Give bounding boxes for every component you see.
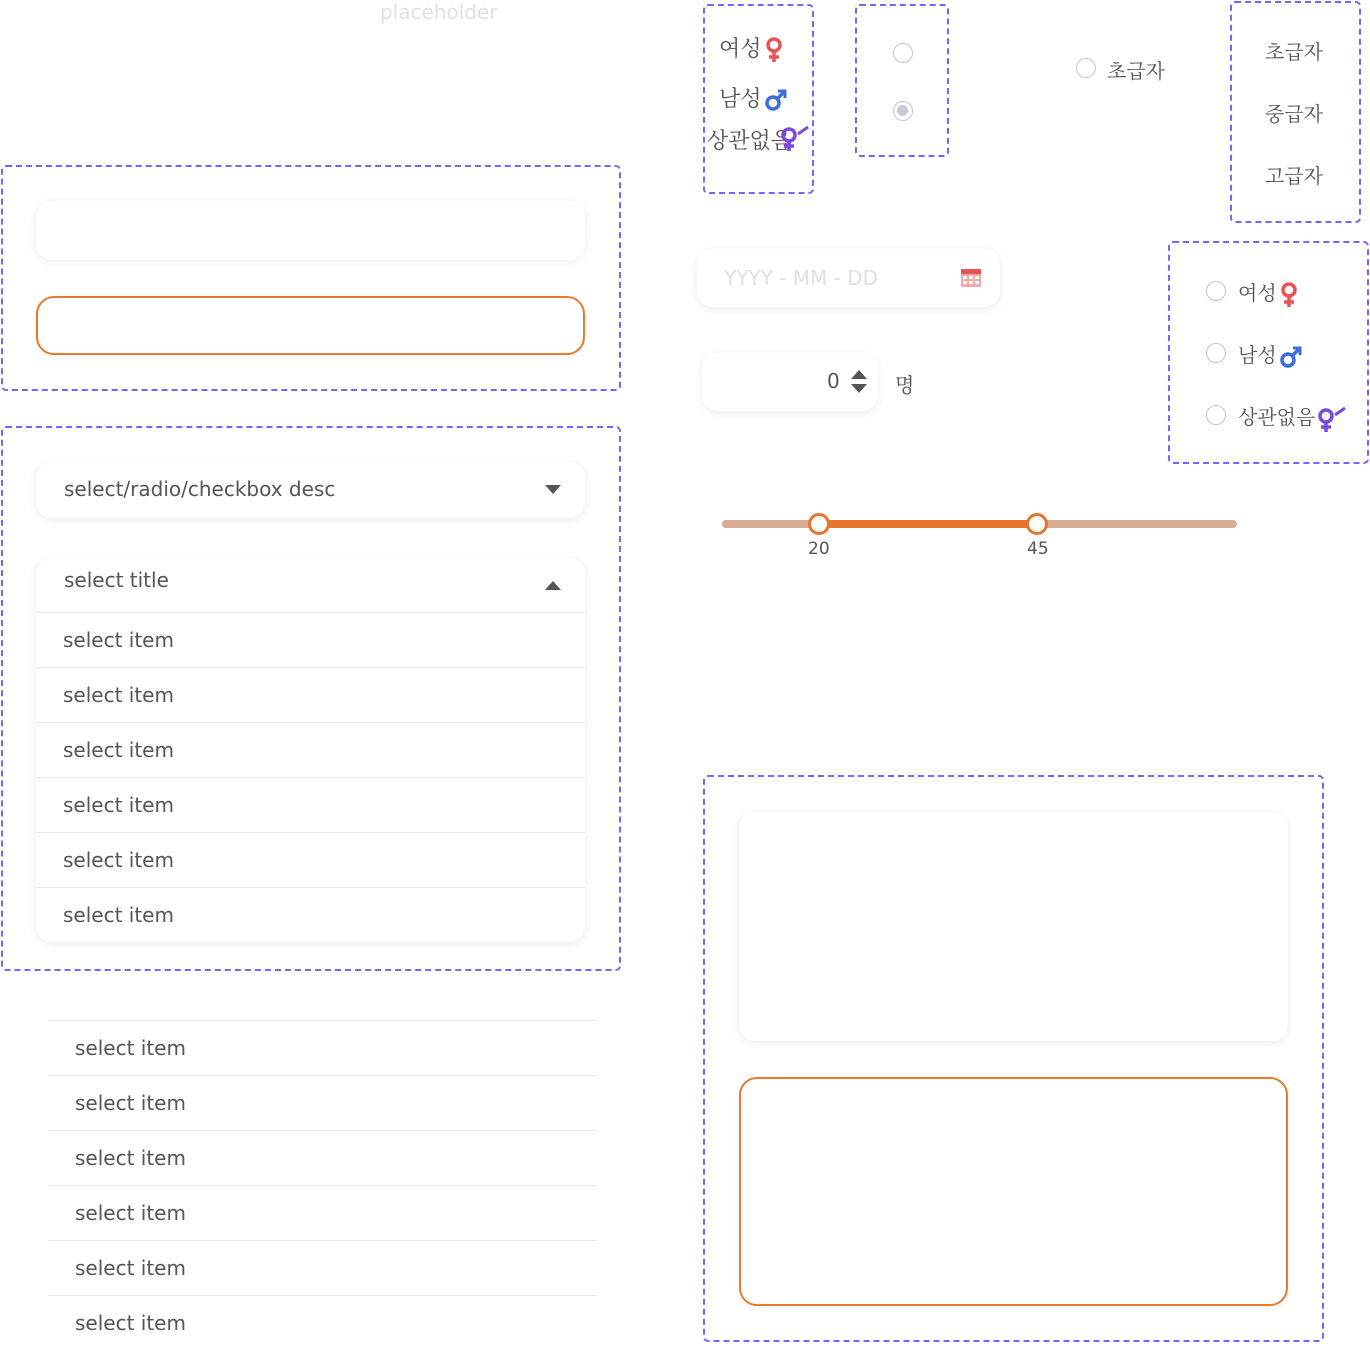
range-max-handle[interactable]: [1026, 513, 1048, 535]
people-stepper[interactable]: [702, 353, 878, 411]
level-beginner[interactable]: 초급자: [1265, 40, 1323, 64]
range-min-value: 20: [808, 539, 830, 559]
range-fill: [819, 520, 1037, 528]
select-closed[interactable]: [36, 462, 585, 518]
level-radio[interactable]: [1076, 58, 1096, 78]
list-item[interactable]: select item: [48, 1020, 596, 1075]
level-intermediate[interactable]: 중급자: [1265, 102, 1323, 126]
gender-radio-male-label: 남성: [1238, 339, 1303, 369]
female-icon: [1279, 282, 1299, 308]
chevron-up-icon[interactable]: [545, 581, 561, 591]
any-gender-icon: [1317, 405, 1349, 433]
radio-states-frame: [855, 4, 949, 157]
textarea[interactable]: [739, 812, 1288, 1041]
select-option[interactable]: select item: [36, 887, 585, 942]
list-item[interactable]: select item: [48, 1185, 596, 1240]
chevron-down-icon: [545, 485, 561, 495]
gender-radio-any-label: 상관없음: [1238, 401, 1349, 433]
stepper-value: 0: [827, 369, 840, 393]
list-item[interactable]: select item: [48, 1240, 596, 1295]
gender-male-label[interactable]: 남성: [719, 82, 788, 113]
list-item[interactable]: select item: [48, 1295, 596, 1350]
select-open[interactable]: [36, 558, 585, 942]
range-max-value: 45: [1027, 539, 1049, 559]
text-input[interactable]: [36, 201, 585, 260]
placeholder-text: placeholder: [380, 0, 498, 24]
gender-radio-female-label: 여성: [1238, 277, 1299, 308]
gender-any-label[interactable]: 상관없음: [707, 129, 793, 154]
select-option[interactable]: select item: [36, 777, 585, 832]
select-option[interactable]: select item: [36, 667, 585, 722]
calendar-icon[interactable]: [961, 269, 981, 287]
text-input-focused[interactable]: [36, 296, 585, 355]
radio-checked[interactable]: [893, 101, 913, 121]
any-gender-icon: [780, 124, 812, 152]
select-option[interactable]: select item: [36, 832, 585, 887]
list-item[interactable]: select item: [48, 1130, 596, 1185]
stepper-arrows-icon[interactable]: [851, 370, 867, 394]
gender-radio-male[interactable]: [1206, 343, 1226, 363]
select-closed-label: select/radio/checkbox desc: [64, 477, 336, 501]
stepper-unit: 명: [895, 373, 915, 397]
level-advanced[interactable]: 고급자: [1265, 164, 1323, 188]
input-group-frame: [1, 165, 621, 391]
textarea-focused[interactable]: [739, 1077, 1288, 1306]
female-icon: [764, 37, 784, 63]
male-icon: [1279, 345, 1303, 369]
plain-list: [48, 1020, 596, 1350]
gender-radio-any[interactable]: [1206, 405, 1226, 425]
range-min-handle[interactable]: [808, 513, 830, 535]
select-open-title: select title: [64, 568, 169, 592]
list-item[interactable]: select item: [48, 1075, 596, 1130]
gender-female-label[interactable]: 여성: [719, 32, 784, 63]
select-option[interactable]: select item: [36, 612, 585, 667]
level-radio-label: 초급자: [1107, 59, 1165, 83]
date-input[interactable]: [697, 249, 1000, 307]
date-placeholder: YYYY - MM - DD: [724, 266, 879, 290]
male-icon: [764, 88, 788, 112]
select-option[interactable]: select item: [36, 722, 585, 777]
radio-unchecked[interactable]: [893, 43, 913, 63]
gender-radio-female[interactable]: [1206, 281, 1226, 301]
